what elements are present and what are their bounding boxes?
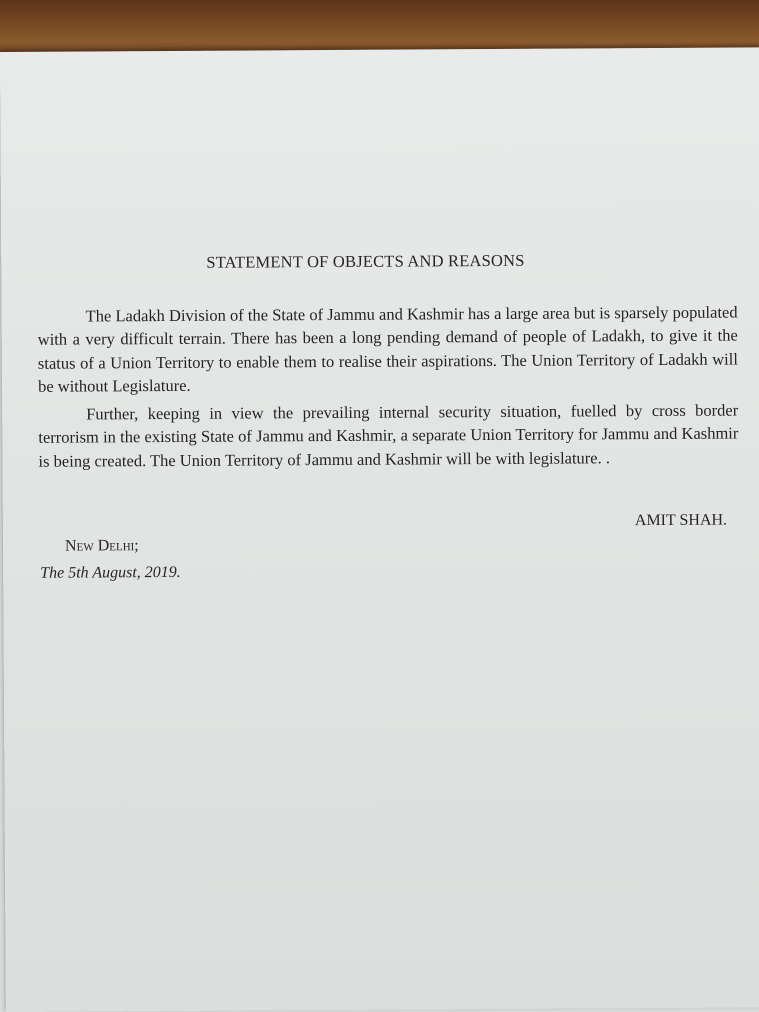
- date-line: The 5th August, 2019.: [40, 563, 181, 582]
- paragraph-jammu-kashmir: Further, keeping in view the prevailing internal security situation, fuelled by cross border terrorism in the existing State of Jammu and Kashmir, a separate Union Territory for Jammu and Kashmir is being created. The Union Territory of Jammu and Kashmir will be with legislature. .: [38, 399, 739, 471]
- document-heading: STATEMENT OF OBJECTS AND REASONS: [206, 250, 525, 272]
- place-line: New Delhi;: [64, 537, 139, 555]
- paper-sheet: [0, 47, 759, 1012]
- paragraph-ladakh: The Ladakh Division of the State of Jammu and Kashmir has a large area but is sparsely populated with a very difficult terrain. There has been a long pending demand of people of Ladakh, to give it the status of a Union Territory to enable them to realise their aspirations. The Union Territory of Ladakh will be without Legislature.: [37, 301, 738, 396]
- signatory-name: AMIT SHAH.: [634, 511, 728, 530]
